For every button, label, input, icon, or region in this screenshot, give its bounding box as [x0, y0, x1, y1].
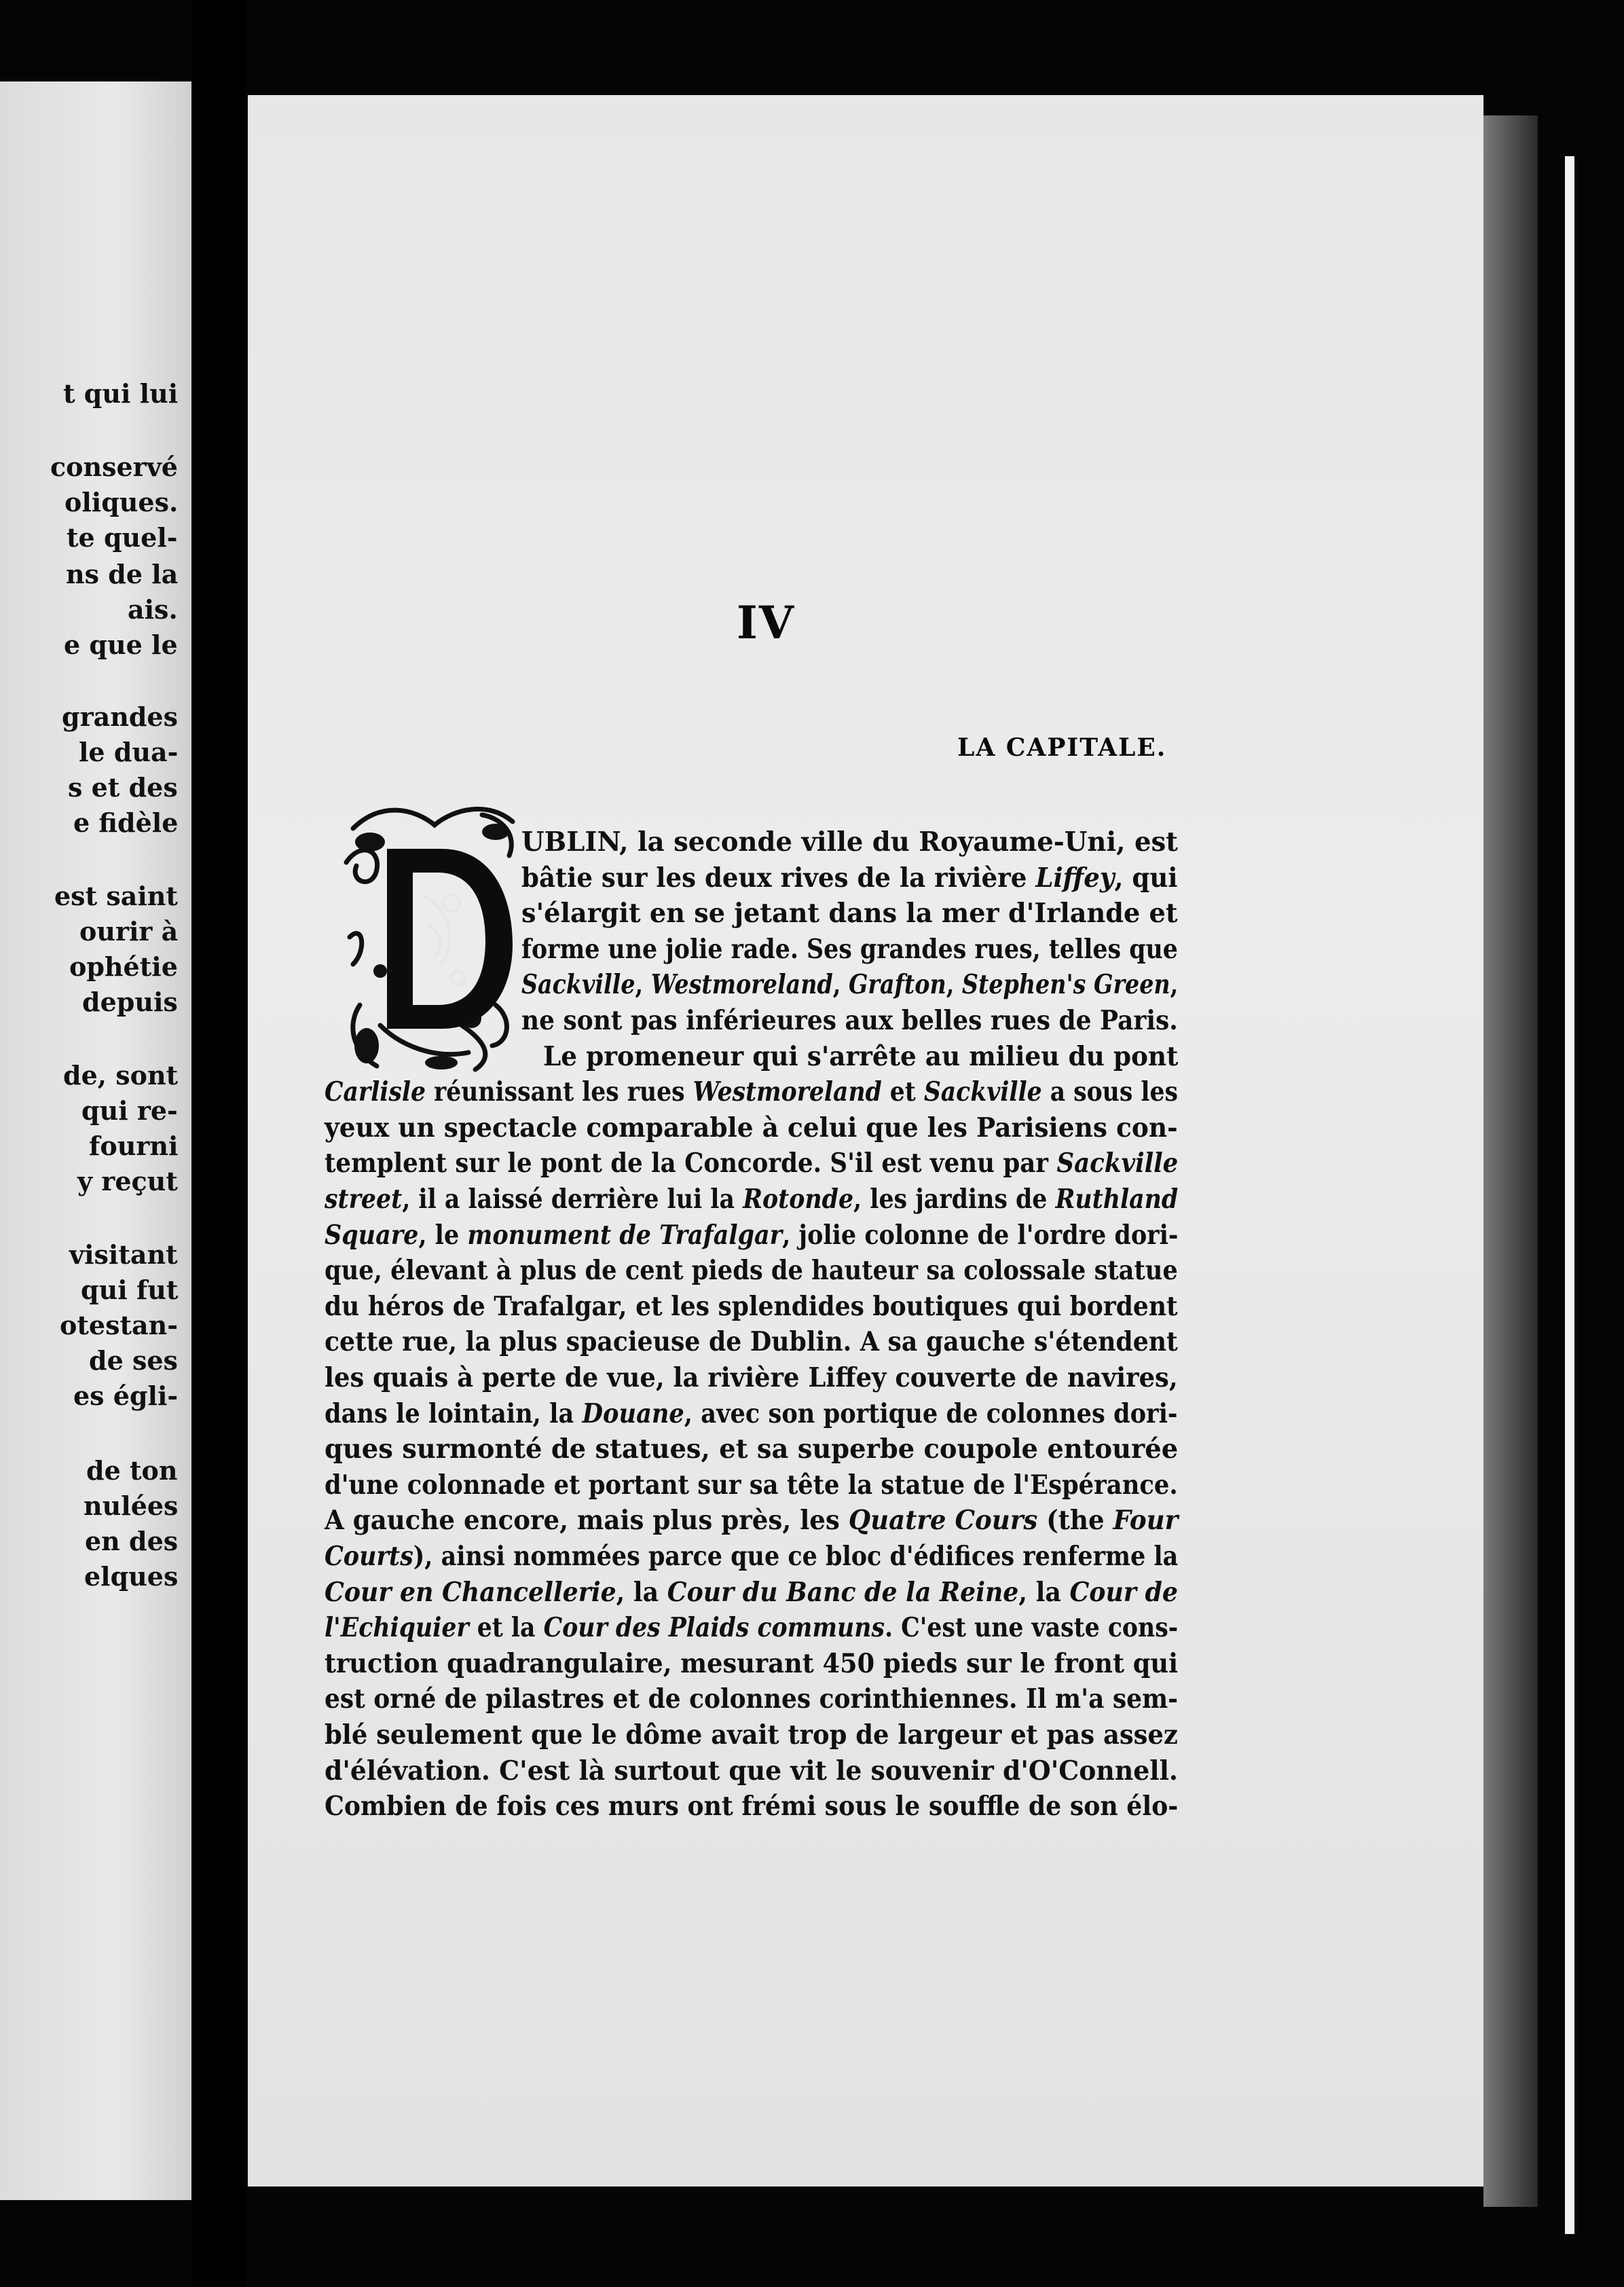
body-text-line: ne sont pas inférieures aux belles rues de Paris. [521, 1005, 1178, 1036]
body-text-line: A gauche encore, mais plus près, les Quatre Cours (the Four [325, 1505, 1179, 1536]
body-text-line: Courts), ainsi nommées parce que ce bloc d'édifices renferme la [325, 1541, 1179, 1572]
left-page-line: e que le [64, 629, 178, 660]
page-edge-strip [1565, 156, 1574, 2234]
body-text-line: Square, le monument de Trafalgar, jolie colonne de l'ordre dori- [325, 1220, 1179, 1251]
body-text-line: les quais à perte de vue, la rivière Liffey couverte de navires, [325, 1362, 1178, 1393]
left-page-line: qui re- [81, 1095, 178, 1126]
left-page-line: t qui lui [63, 378, 179, 409]
left-page-line: est saint [54, 881, 178, 911]
left-page-line: de ses [89, 1345, 178, 1376]
ornamental-letter-d-icon [339, 801, 523, 1076]
body-text-line: est orné de pilastres et de colonnes corinthiennes. Il m'a sem- [325, 1683, 1179, 1715]
body-text-line: templent sur le pont de la Concorde. S'il est venu par Sackville [325, 1148, 1179, 1179]
left-page-line: ns de la [66, 559, 179, 589]
body-text-line: Le promeneur qui s'arrête au milieu du pont [543, 1041, 1179, 1072]
left-page-line: e fidèle [73, 807, 179, 838]
body-text-line: forme une jolie rade. Ses grandes rues, telles que [521, 934, 1178, 965]
left-page-line: grandes [62, 701, 178, 732]
body-text-line: que, élevant à plus de cent pieds de hauteur sa colossale statue [325, 1255, 1178, 1286]
body-text-line: yeux un spectacle comparable à celui que les Parisiens con- [325, 1112, 1178, 1144]
body-text-line: UBLIN, la seconde ville du Royaume-Uni, est [521, 826, 1178, 858]
left-page-line: en des [85, 1526, 179, 1556]
chapter-title: LA CAPITALE. [957, 733, 1167, 762]
body-text-line: dans le lointain, la Douane, avec son portique de colonnes dori- [325, 1398, 1178, 1429]
left-page-line: ophétie [69, 951, 178, 982]
left-page-line: s et des [68, 772, 178, 803]
left-page-line: fourni [89, 1131, 179, 1161]
left-page-line: conservé [50, 452, 178, 482]
body-text-line: du héros de Trafalgar, et les splendides boutiques qui bordent [325, 1291, 1178, 1322]
left-page-line: oliques. [64, 487, 179, 517]
body-text-line: Combien de fois ces murs ont frémi sous le souffle de son élo- [325, 1791, 1179, 1822]
left-page-line: es égli- [73, 1380, 179, 1411]
body-text-line: street, il a laissé derrière lui la Rotonde, les jardins de Ruthland [325, 1184, 1179, 1215]
body-text-line: l'Echiquier et la Cour des Plaids communs. C'est une vaste cons- [325, 1612, 1179, 1643]
left-page-line: de ton [86, 1455, 178, 1486]
body-text-line: s'élargit en se jetant dans la mer d'Irlande et [521, 898, 1178, 929]
left-page-line: visitant [69, 1239, 178, 1270]
left-page-line: nulées [84, 1490, 179, 1521]
left-page-line: otestan- [60, 1310, 179, 1340]
body-text-line: blé seulement que le dôme avait trop de largeur et pas assez [325, 1719, 1178, 1751]
chapter-number: IV [737, 596, 796, 649]
left-page-line: de, sont [63, 1060, 179, 1091]
body-text-line: d'une colonnade et portant sur sa tête la statue de l'Espérance. [325, 1469, 1178, 1501]
left-page-line: qui fut [81, 1275, 179, 1305]
left-page-line: y reçut [77, 1166, 178, 1196]
left-page-line: ourir à [79, 916, 179, 947]
body-text-line: bâtie sur les deux rives de la rivière Liffey, qui [521, 862, 1178, 894]
left-page-line: le dua- [79, 737, 179, 767]
body-text-line: Carlisle réunissant les rues Westmoreland et Sackville a sous les [325, 1076, 1178, 1108]
page-edge-shadow [1483, 115, 1538, 2207]
left-page-line: elques [84, 1561, 179, 1592]
body-text-line: Cour en Chancellerie, la Cour du Banc de la Reine, la Cour de [325, 1577, 1178, 1608]
body-text-line: Sackville, Westmoreland, Grafton, Stephen's Green, [521, 969, 1179, 1000]
left-page-line: depuis [82, 987, 178, 1017]
body-text-line: ques surmonté de statues, et sa superbe coupole entourée [325, 1433, 1179, 1465]
book-gutter [191, 0, 246, 2287]
left-page-line: te quel- [67, 522, 178, 553]
body-text-line: d'élévation. C'est là surtout que vit le souvenir d'O'Connell. [325, 1755, 1179, 1787]
body-text-line: truction quadrangulaire, mesurant 450 pieds sur le front qui [325, 1648, 1179, 1679]
left-page-line: ais. [128, 594, 178, 625]
body-text-line: cette rue, la plus spacieuse de Dublin. A sa gauche s'étendent [325, 1326, 1178, 1357]
